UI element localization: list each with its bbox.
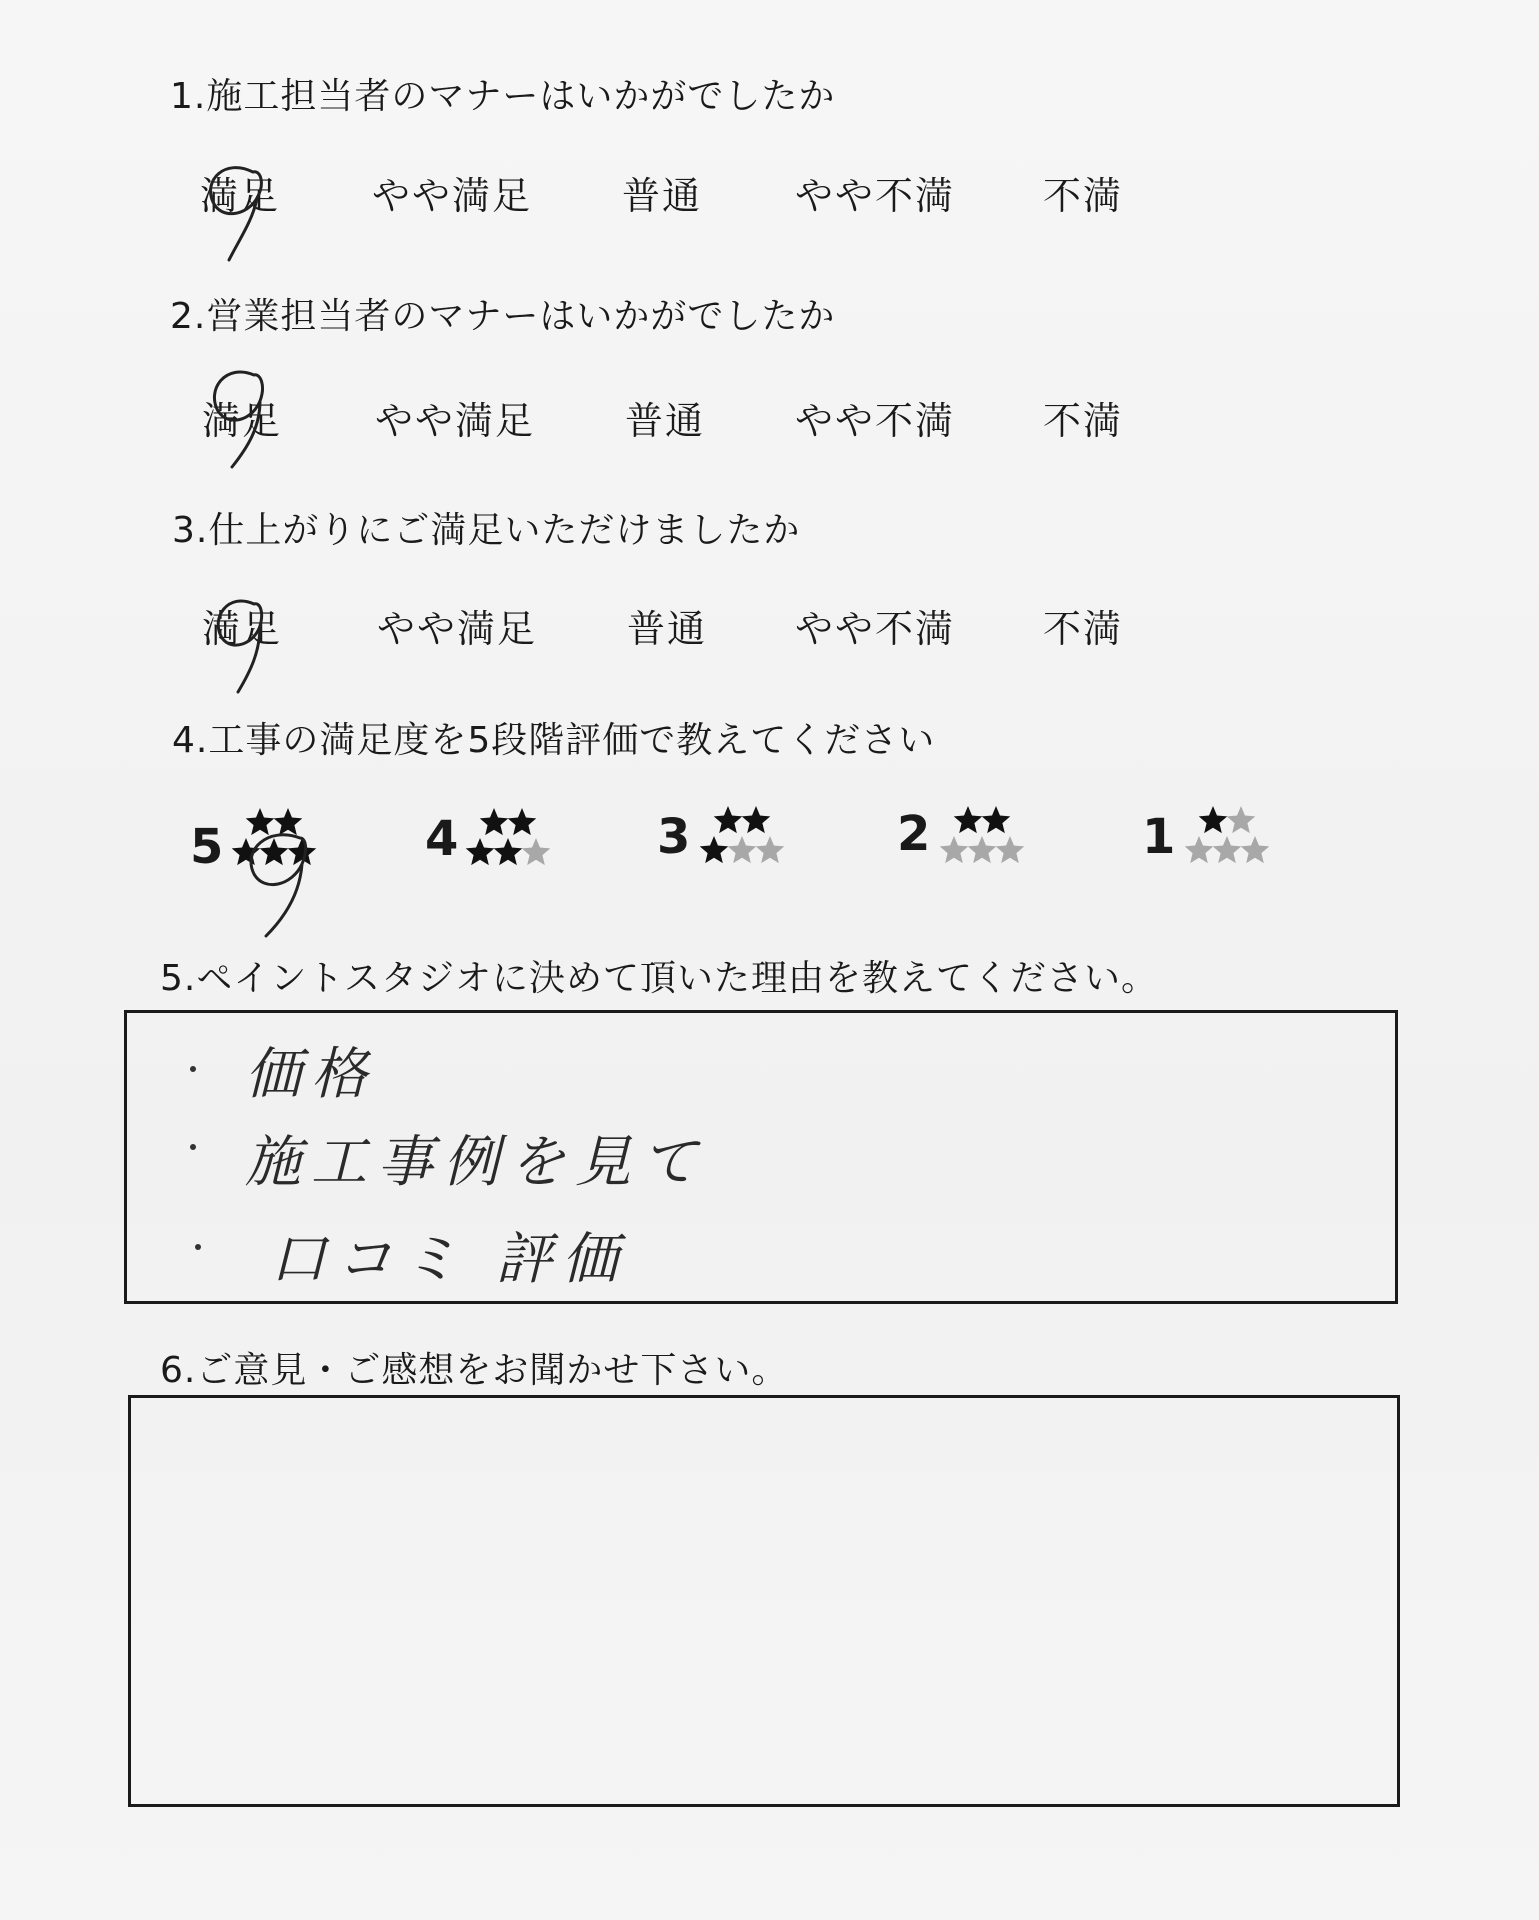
q3-option-somewhat-dissatisfied[interactable]: やや不満 [795,607,956,651]
rating-3-label[interactable]: 3 [657,809,691,865]
star-empty-icon [1213,836,1242,863]
q2-option-neutral[interactable]: 普通 [625,399,706,443]
star-filled-icon [288,838,317,865]
question-6-title: 6.ご意見・ご感想をお聞かせ下さい。 [160,1350,789,1391]
star-filled-icon [982,806,1011,833]
star-filled-icon [700,836,729,863]
question-4-title: 4.工事の満足度を5段階評価で教えてください [172,720,936,761]
star-empty-icon [940,836,969,863]
star-empty-icon [968,836,997,863]
q1-option-dissatisfied[interactable]: 不満 [1043,174,1124,218]
question-2-title: 2.営業担当者のマナーはいかがでしたか [170,296,836,337]
rating-4-stars[interactable] [466,805,576,875]
star-filled-icon [274,808,303,835]
star-empty-icon [1185,836,1214,863]
star-filled-icon [494,838,523,865]
q3-option-satisfied[interactable]: 満足 [202,607,283,651]
star-filled-icon [466,838,495,865]
q5-answer-1: 価格 [245,1042,377,1107]
star-empty-icon [1241,836,1270,863]
q3-option-neutral[interactable]: 普通 [627,607,708,651]
rating-2-stars[interactable] [940,803,1050,873]
q6-answer-box[interactable] [128,1395,1400,1807]
rating-1-stars[interactable] [1185,803,1295,873]
star-filled-icon [1199,806,1228,833]
q5-answer-3: 口コミ 評価 [270,1227,628,1292]
question-5-title: 5.ペイントスタジオに決めて頂いた理由を教えてください。 [160,958,1158,999]
q1-option-somewhat-dissatisfied[interactable]: やや不満 [795,174,956,218]
q2-option-dissatisfied[interactable]: 不満 [1043,399,1124,443]
q2-option-satisfied[interactable]: 満足 [202,399,283,443]
question-1-title: 1.施工担当者のマナーはいかがでしたか [170,76,836,117]
q1-option-neutral[interactable]: 普通 [622,174,703,218]
star-empty-icon [996,836,1025,863]
star-filled-icon [246,808,275,835]
star-empty-icon [522,838,551,865]
rating-5-label[interactable]: 5 [190,819,224,875]
star-filled-icon [742,806,771,833]
star-filled-icon [480,808,509,835]
q3-option-somewhat-satisfied[interactable]: やや満足 [377,607,538,651]
rating-1-label[interactable]: 1 [1142,809,1176,865]
q5-answer-2: 施工事例を見て [245,1130,707,1195]
q1-option-satisfied[interactable]: 満足 [200,174,281,218]
q2-option-somewhat-dissatisfied[interactable]: やや不満 [795,399,956,443]
q2-option-somewhat-satisfied[interactable]: やや満足 [375,399,536,443]
rating-2-label[interactable]: 2 [897,806,931,862]
answer-bullet [190,1066,196,1072]
star-filled-icon [260,838,289,865]
star-filled-icon [714,806,743,833]
star-empty-icon [756,836,785,863]
star-filled-icon [232,838,261,865]
q3-option-dissatisfied[interactable]: 不満 [1043,607,1124,651]
answer-bullet [195,1244,201,1250]
rating-5-stars[interactable] [232,805,342,875]
question-3-title: 3.仕上がりにご満足いただけましたか [172,510,801,551]
star-empty-icon [1227,806,1256,833]
rating-4-label[interactable]: 4 [425,811,459,867]
star-empty-icon [728,836,757,863]
q1-option-somewhat-satisfied[interactable]: やや満足 [372,174,533,218]
star-filled-icon [508,808,537,835]
rating-3-stars[interactable] [700,803,810,873]
star-filled-icon [954,806,983,833]
answer-bullet [190,1144,196,1150]
